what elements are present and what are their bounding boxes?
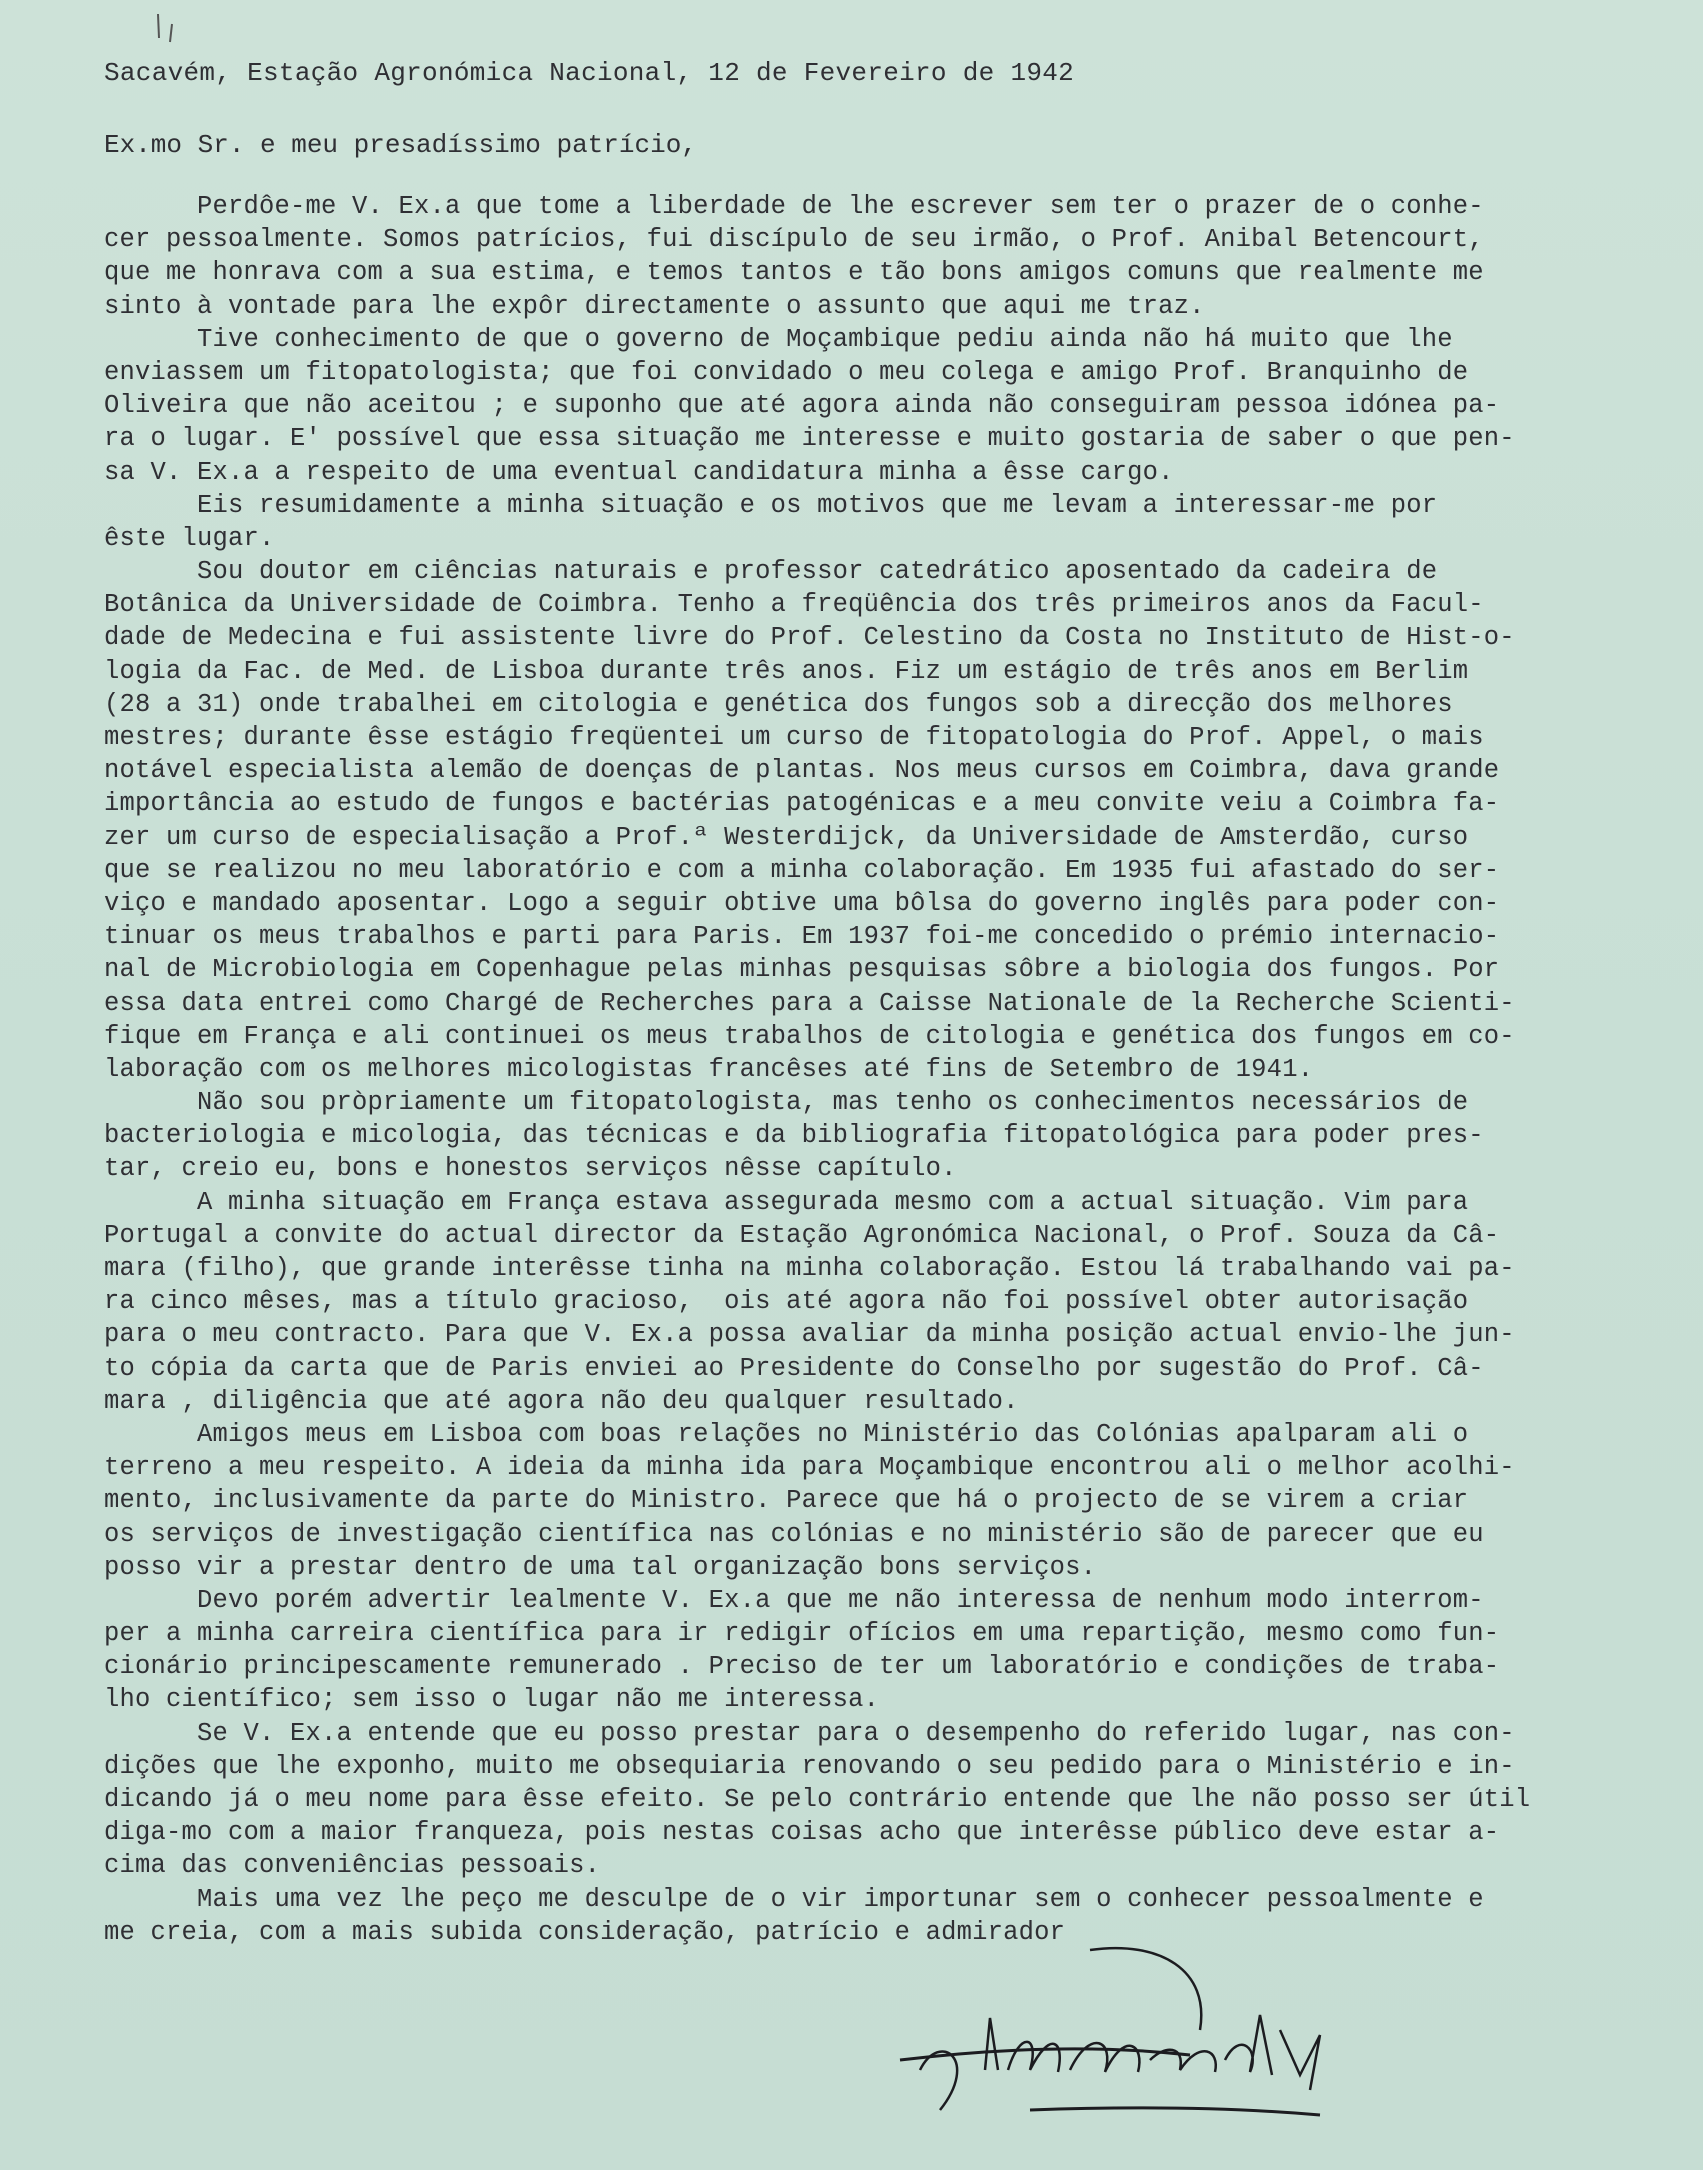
body-line: posso vir a prestar dentro de uma tal organização bons serviços. — [104, 1552, 1097, 1582]
body-line: sa V. Ex.a a respeito de uma eventual candidatura minha a êsse cargo. — [104, 457, 1174, 487]
body-line: que me honrava com a sua estima, e temos tantos e tão bons amigos comuns que realmente me — [104, 258, 1484, 288]
body-line: (28 a 31) onde trabalhei em citologia e genética dos fungos sob a direcção dos melhores — [104, 689, 1453, 719]
body-line: fique em França e ali continuei os meus trabalhos de citologia e genética dos fungos em co- — [104, 1021, 1515, 1051]
letter-header: Sacavém, Estação Agronómica Nacional, 12 de Fevereiro de 1942 — [104, 58, 1075, 88]
body-line: importância ao estudo de fungos e bactérias patogénicas e a meu convite veiu a Coimbra fa- — [104, 789, 1500, 819]
letter-body — [104, 190, 1644, 1949]
body-line: os serviços de investigação científica nas colónias e no ministério são de parecer que eu — [104, 1519, 1484, 1549]
body-line: mento, inclusivamente da parte do Ministro. Parece que há o projecto de se virem a criar — [104, 1486, 1469, 1516]
body-line: A minha situação em França estava assegurada mesmo com a actual situação. Vim para — [104, 1187, 1469, 1217]
signature-icon — [880, 1910, 1440, 2130]
body-line: laboração com os melhores micologistas francêses até fins de Setembro de 1941. — [104, 1054, 1314, 1084]
pencil-mark-icon — [150, 10, 190, 50]
body-line: Tive conhecimento de que o governo de Moçambique pediu ainda não há muito que lhe — [104, 324, 1453, 354]
body-line: to cópia da carta que de Paris enviei ao Presidente do Conselho por sugestão do Prof. Câ- — [104, 1353, 1484, 1383]
body-line: logia da Fac. de Med. de Lisboa durante três anos. Fiz um estágio de três anos em Berlim — [104, 656, 1469, 686]
body-line: Sou doutor em ciências naturais e professor catedrático aposentado da cadeira de — [104, 557, 1438, 587]
body-line: viço e mandado aposentar. Logo a seguir obtive uma bôlsa do governo inglês para poder con- — [104, 888, 1500, 918]
body-line: Perdôe-me V. Ex.a que tome a liberdade de lhe escrever sem ter o prazer de o conhe- — [104, 192, 1484, 221]
body-line: terreno a meu respeito. A ideia da minha ida para Moçambique encontrou ali o melhor acolhi- — [104, 1453, 1515, 1483]
body-line: Mais uma vez lhe peço me desculpe de o vir importunar sem o conhecer pessoalmente e — [104, 1884, 1484, 1914]
body-line: Se V. Ex.a entende que eu posso prestar para o desempenho do referido lugar, nas con- — [104, 1718, 1515, 1748]
body-line: zer um curso de especialisação a Prof.ª Westerdijck, da Universidade de Amsterdão, curso — [104, 822, 1469, 852]
body-line: Amigos meus em Lisboa com boas relações no Ministério das Colónias apalparam ali o — [104, 1419, 1469, 1449]
salutation: Ex.mo Sr. e meu presadíssimo patrício, — [104, 130, 697, 160]
body-line: me creia, com a mais subida consideração, patrício e admirador — [104, 1917, 1066, 1947]
body-line: ra o lugar. E' possível que essa situação me interesse e muito gostaria de saber o que pen- — [104, 424, 1515, 454]
body-line: Portugal a convite do actual director da Estação Agronómica Nacional, o Prof. Souza da Câ- — [104, 1220, 1500, 1250]
body-line: cer pessoalmente. Somos patrícios, fui discípulo de seu irmão, o Prof. Anibal Betencourt, — [104, 225, 1484, 255]
body-line: essa data entrei como Chargé de Recherches para a Caisse Nationale de la Recherche Scienti- — [104, 988, 1515, 1018]
body-line: Oliveira que não aceitou ; e suponho que até agora ainda não conseguiram pessoa idónea pa- — [104, 391, 1500, 421]
body-line: sinto à vontade para lhe expôr directamente o assunto que aqui me traz. — [104, 291, 1205, 321]
body-line: Não sou pròpriamente um fitopatologista, mas tenho os conhecimentos necessários de — [104, 1088, 1469, 1118]
body-line: Botânica da Universidade de Coimbra. Tenho a freqüência dos três primeiros anos da Facul- — [104, 590, 1484, 620]
body-line: diga-mo com a maior franqueza, pois nestas coisas acho que interêsse público deve estar a- — [104, 1818, 1500, 1848]
body-line: notável especialista alemão de doenças de plantas. Nos meus cursos em Coimbra, dava grande — [104, 756, 1500, 786]
body-line: tar, creio eu, bons e honestos serviços nêsse capítulo. — [104, 1154, 957, 1184]
body-line: mestres; durante êsse estágio freqüentei um curso de fitopatologia do Prof. Appel, o mais — [104, 723, 1484, 752]
body-line: para o meu contracto. Para que V. Ex.a possa avaliar da minha posição actual envio-lhe jun- — [104, 1320, 1515, 1350]
body-line: que se realizou no meu laboratório e com a minha colaboração. Em 1935 fui afastado do ser- — [104, 855, 1500, 885]
body-line: mara , diligência que até agora não deu qualquer resultado. — [104, 1386, 1019, 1416]
body-line: cionário principescamente remunerado . Preciso de ter um laboratório e condições de traba- — [104, 1652, 1500, 1682]
body-line: Devo porém advertir lealmente V. Ex.a que me não interessa de nenhum modo interrom- — [104, 1585, 1484, 1615]
body-line: êste lugar. — [104, 523, 275, 553]
body-line: mara (filho), que grande interêsse tinha na minha colaboração. Estou lá trabalhando vai pa- — [104, 1254, 1515, 1283]
handwritten-signature — [880, 1910, 1440, 2130]
body-line: dicando já o meu nome para êsse efeito. Se pelo contrário entende que lhe não posso ser útil — [104, 1785, 1531, 1814]
body-line: lho científico; sem isso o lugar não me interessa. — [104, 1685, 880, 1715]
body-line: per a minha carreira científica para ir redigir ofícios em uma repartição, mesmo como fun- — [104, 1619, 1500, 1649]
body-line: nal de Microbiologia em Copenhague pelas minhas pesquisas sôbre a biologia dos fungos. Por — [104, 955, 1500, 985]
body-line: enviassem um fitopatologista; que foi convidado o meu colega e amigo Prof. Branquinho de — [104, 357, 1469, 387]
body-line: tinuar os meus trabalhos e parti para Paris. Em 1937 foi-me concedido o prémio internacio- — [104, 922, 1500, 952]
body-line: ra cinco mêses, mas a título gracioso, ois até agora não foi possível obter autorisação — [104, 1287, 1469, 1317]
pencil-mark — [150, 10, 190, 59]
body-line: cima das conveniências pessoais. — [104, 1851, 601, 1881]
body-line: bacteriologia e micologia, das técnicas e da bibliografia fitopatológica para poder pres- — [104, 1121, 1484, 1151]
body-line: dições que lhe exponho, muito me obsequiaria renovando o seu pedido para o Ministério e in- — [104, 1751, 1515, 1781]
body-line: Eis resumidamente a minha situação e os motivos que me levam a interessar-me por — [104, 490, 1438, 520]
body-line: dade de Medecina e fui assistente livre do Prof. Celestino da Costa no Instituto de Hist-o- — [104, 623, 1515, 653]
